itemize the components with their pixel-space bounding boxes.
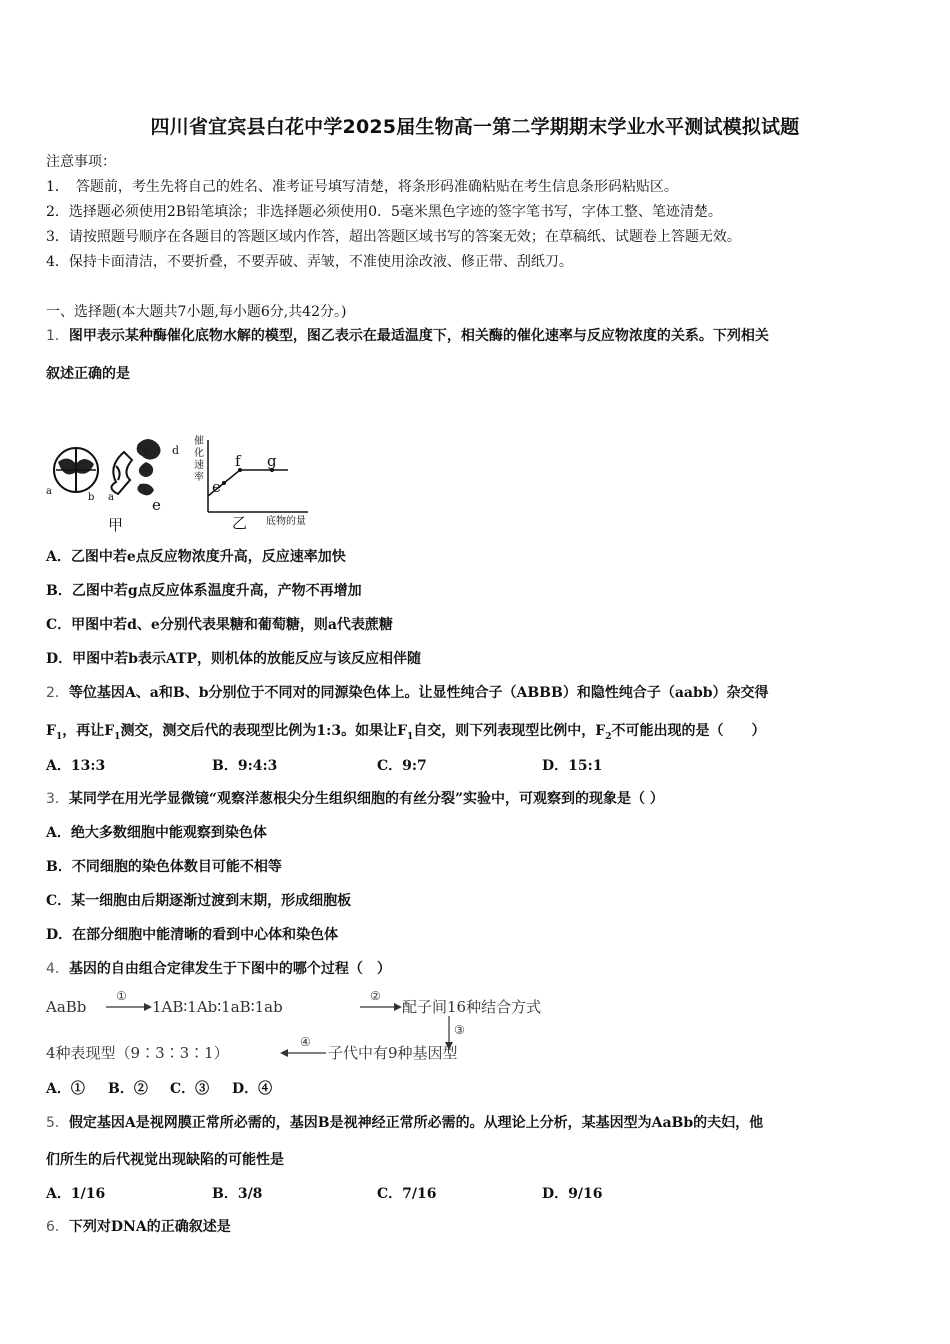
q4-option-b: B．② [108, 1081, 148, 1097]
diagram-gametes: 1AB∶1Ab∶1aB∶1ab [152, 998, 283, 1016]
rate-graph [194, 434, 308, 532]
diagram-phenotypes: 4种表现型（9∶3∶3∶1） [46, 1044, 229, 1062]
y-axis-label-char: 速 [194, 460, 204, 471]
figure-caption-yi: 乙 [232, 514, 248, 532]
question-1-continued: 叙述正确的是 [46, 366, 130, 382]
enzyme-figure [44, 432, 324, 536]
notice-item: 3．请按照题号顺序在各题目的答题区域内作答，超出答题区域书写的答案无效；在草稿纸、试题卷上答题无效。 [46, 229, 741, 245]
step-1-marker: ① [116, 989, 127, 1003]
question-text: 等位基因A、a和B、b分别位于不同对的同源染色体上。让显性纯合子（ABBB）和隐性纯合子（aabb）杂交得 [68, 685, 769, 701]
step-3-marker: ③ [454, 1023, 465, 1037]
question-number: 4． [46, 961, 69, 977]
point-g-label: g [267, 452, 277, 470]
figure-label-b: b [88, 492, 95, 503]
page-title: 四川省宜宾县白花中学2025届生物高一第二学期期末学业水平测试模拟试题 [150, 116, 800, 138]
q1-option-b: B．乙图中若g点反应体系温度升高，产物不再增加 [46, 583, 362, 599]
text-part: 测交，测交后代的表现型比例为1:3。如果让F [120, 723, 408, 739]
question-text: 假定基因A是视网膜正常所必需的，基因B是视神经正常所必需的。从理论上分析，某基因型为AaBb的夫妇，他 [68, 1115, 764, 1131]
q1-option-c: C．甲图中若d、e分别代表果糖和葡萄糖，则a代表蔗糖 [46, 617, 393, 633]
text-part: 自交，则下列表现型比例中，F [413, 723, 606, 739]
q3-option-b: B．不同细胞的染色体数目可能不相等 [46, 859, 282, 875]
section-heading: 一、选择题(本大题共7小题,每小题6分,共42分。) [46, 304, 347, 320]
figure-label-a: a [46, 486, 52, 497]
point-e-label: e [212, 478, 221, 496]
diagram-genotypes: 子代中有9种基因型 [328, 1044, 458, 1062]
notice-item: 1． 答题前，考生先将自己的姓名、准考证号填写清楚，将条形码准确粘贴在考生信息条形码粘贴区。 [46, 179, 678, 195]
question-1 [46, 327, 769, 345]
y-axis-label-char: 催 [194, 436, 204, 447]
q3-option-d: D．在部分细胞中能清晰的看到中心体和染色体 [46, 927, 339, 943]
gene-process-diagram [44, 988, 624, 1068]
subscript: 1 [55, 731, 63, 742]
question-4 [46, 960, 391, 978]
figure-caption-jia: 甲 [108, 516, 124, 534]
step-2-marker: ② [370, 989, 381, 1003]
question-number: 3． [46, 791, 69, 807]
notice-item: 4．保持卡面清洁，不要折叠，不要弄破、弄皱，不准使用涂改液、修正带、刮纸刀。 [46, 254, 573, 270]
subscript: 1 [114, 731, 121, 742]
q3-option-a: A．绝大多数细胞中能观察到染色体 [46, 825, 267, 841]
question-text: 图甲表示某种酶催化底物水解的模型，图乙表示在最适温度下，相关酶的催化速率与反应物浓度的关系。下列相关 [68, 328, 769, 344]
question-5 [46, 1114, 763, 1132]
question-2-continued [46, 722, 766, 746]
q2-option-a: A．13:3 [46, 758, 106, 774]
figure-label-c: c [144, 446, 150, 457]
q2-option-b: B．9:4:3 [212, 758, 278, 774]
notice-item: 2．选择题必须使用2B铅笔填涂；非选择题必须使用0．5毫米黑色字迹的签字笔书写，字体工整、笔迹清楚。 [46, 204, 722, 220]
diagram-combos: 配子间16种结合方式 [402, 998, 542, 1016]
step-4-marker: ④ [300, 1035, 311, 1049]
question-text: 基因的自由组合定律发生于下图中的哪个过程（ ） [68, 961, 391, 977]
q5-option-a: A．1/16 [46, 1186, 106, 1202]
subscript: 2 [605, 731, 612, 742]
question-5-continued: 们所生的后代视觉出现缺陷的可能性是 [46, 1152, 284, 1168]
question-number: 6． [46, 1219, 69, 1235]
q4-option-c: C．③ [170, 1081, 210, 1097]
enzyme-model-diagram [46, 439, 179, 534]
q5-option-b: B．3/8 [212, 1186, 263, 1202]
q2-option-d: D．15:1 [542, 758, 603, 774]
q4-option-d: D．④ [232, 1081, 273, 1097]
question-number: 2． [46, 685, 69, 701]
text-part: 不可能出现的是（ ） [611, 723, 766, 739]
question-text: 某同学在用光学显微镜“观察洋葱根尖分生组织细胞的有丝分裂”实验中，可观察到的现象是（ ） [68, 791, 664, 807]
text-part: F [46, 723, 56, 739]
diagram-start: AaBb [46, 998, 87, 1016]
q1-option-a: A．乙图中若e点反应物浓度升高，反应速率加快 [46, 549, 346, 565]
figure-label-d: d [172, 444, 180, 457]
figure-label-a2: a [108, 492, 114, 503]
subscript: 1 [407, 731, 414, 742]
point-f-label: f [235, 452, 241, 470]
q5-option-d: D．9/16 [542, 1186, 603, 1202]
notice-heading: 注意事项： [46, 154, 116, 170]
q5-option-c: C．7/16 [377, 1186, 437, 1202]
x-axis-label: 底物的量 [266, 516, 306, 527]
q3-option-c: C．某一细胞由后期逐渐过渡到末期，形成细胞板 [46, 893, 352, 909]
text-part: ，再让F [62, 723, 115, 739]
q1-option-d: D．甲图中若b表示ATP，则机体的放能反应与该反应相伴随 [46, 651, 421, 667]
q2-option-c: C．9:7 [377, 758, 427, 774]
y-axis-label-char: 率 [194, 472, 204, 483]
question-text: 下列对DNA的正确叙述是 [68, 1219, 231, 1235]
question-number: 5． [46, 1115, 69, 1131]
question-6 [46, 1218, 231, 1236]
q4-option-a: A．① [46, 1081, 85, 1097]
y-axis-label-char: 化 [194, 448, 204, 459]
question-2 [46, 684, 769, 702]
question-3 [46, 790, 664, 808]
figure-label-e: e [152, 496, 161, 514]
question-number: 1． [46, 328, 69, 344]
